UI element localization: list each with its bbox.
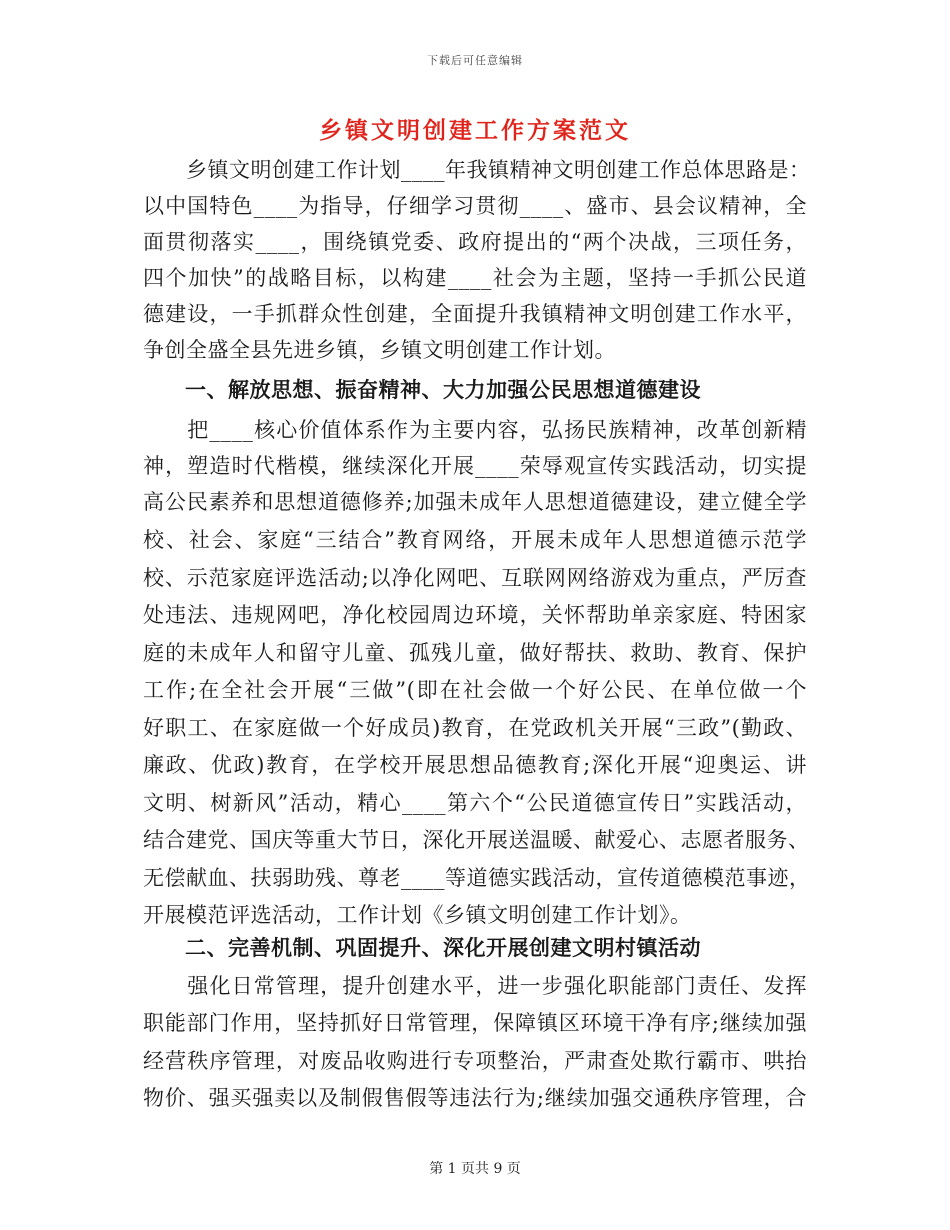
section1-line: 校、示范家庭评选活动;以净化网吧、互联网网络游戏为重点，严厉查 — [143, 566, 807, 590]
section1-line: 开展模范评选活动，工作计划《乡镇文明创建工作计划》。 — [143, 903, 692, 927]
section1-line: 庭的未成年人和留守儿童、孤残儿童，做好帮扶、救助、教育、保护 — [143, 641, 807, 665]
section-heading-1: 一、解放思想、振奋精神、大力加强公民思想道德建设 — [185, 377, 701, 402]
section1-line: 无偿献血、扶弱助残、尊老____等道德实践活动，宣传道德模范事迹， — [143, 866, 811, 890]
section2-line: 职能部门作用，坚持抓好日常管理，保障镇区环境干净有序;继续加强 — [143, 1011, 807, 1035]
page-footer: 第 1 页共 9 页 — [429, 1161, 521, 1177]
section2-line: 强化日常管理，提升创建水平，进一步强化职能部门责任、发挥 — [143, 974, 807, 998]
intro-line: 四个加快”的战略目标，以构建____社会为主题，坚持一手抓公民道 — [143, 266, 807, 290]
section1-line: 高公民素养和思想道德修养;加强未成年人思想道德建设，建立健全学 — [143, 490, 807, 514]
section1-line: 工作;在全社会开展“三做”(即在社会做一个好公民、在单位做一个 — [143, 678, 807, 702]
section2-line: 物价、强买强卖以及制假售假等违法行为;继续加强交通秩序管理，合 — [143, 1086, 807, 1110]
section1-line: 处违法、违规网吧，净化校园周边环境，关怀帮助单亲家庭、特困家 — [143, 603, 807, 627]
intro-line: 德建设，一手抓群众性创建，全面提升我镇精神文明创建工作水平， — [143, 302, 807, 326]
section1-line: 校、社会、家庭“三结合”教育网络，开展未成年人思想道德示范学 — [143, 528, 807, 552]
section2-line: 经营秩序管理，对废品收购进行专项整治，严肃查处欺行霸市、哄抬 — [143, 1049, 807, 1073]
intro-line: 乡镇文明创建工作计划____年我镇精神文明创建工作总体思路是： — [143, 158, 811, 182]
section-heading-2: 二、完善机制、巩固提升、深化开展创建文明村镇活动 — [185, 935, 701, 960]
section1-line: 神，塑造时代楷模，继续深化开展____荣辱观宣传实践活动，切实提 — [143, 454, 807, 478]
section1-line: 廉政、优政)教育，在学校开展思想品德教育;深化开展“迎奥运、讲 — [143, 753, 807, 777]
section1-line: 把____核心价值体系作为主要内容，弘扬民族精神，改革创新精 — [143, 418, 807, 442]
intro-line: 争创全盛全县先进乡镇，乡镇文明创建工作计划。 — [143, 338, 616, 362]
intro-line: 面贯彻落实____，围绕镇党委、政府提出的“两个决战，三项任务， — [143, 230, 807, 254]
section1-line: 结合建党、国庆等重大节日，深化开展送温暖、献爱心、志愿者服务、 — [143, 828, 810, 852]
section1-line: 文明、树新风”活动，精心____第六个“公民道德宣传日”实践活动， — [143, 791, 807, 815]
document-title: 乡镇文明创建工作方案范文 — [319, 117, 631, 144]
page-header: 下载后可任意编辑 — [427, 54, 523, 67]
intro-line: 以中国特色____为指导，仔细学习贯彻____、盛市、县会议精神，全 — [143, 194, 807, 218]
section1-line: 好职工、在家庭做一个好成员)教育，在党政机关开展“三政”(勤政、 — [143, 716, 807, 740]
